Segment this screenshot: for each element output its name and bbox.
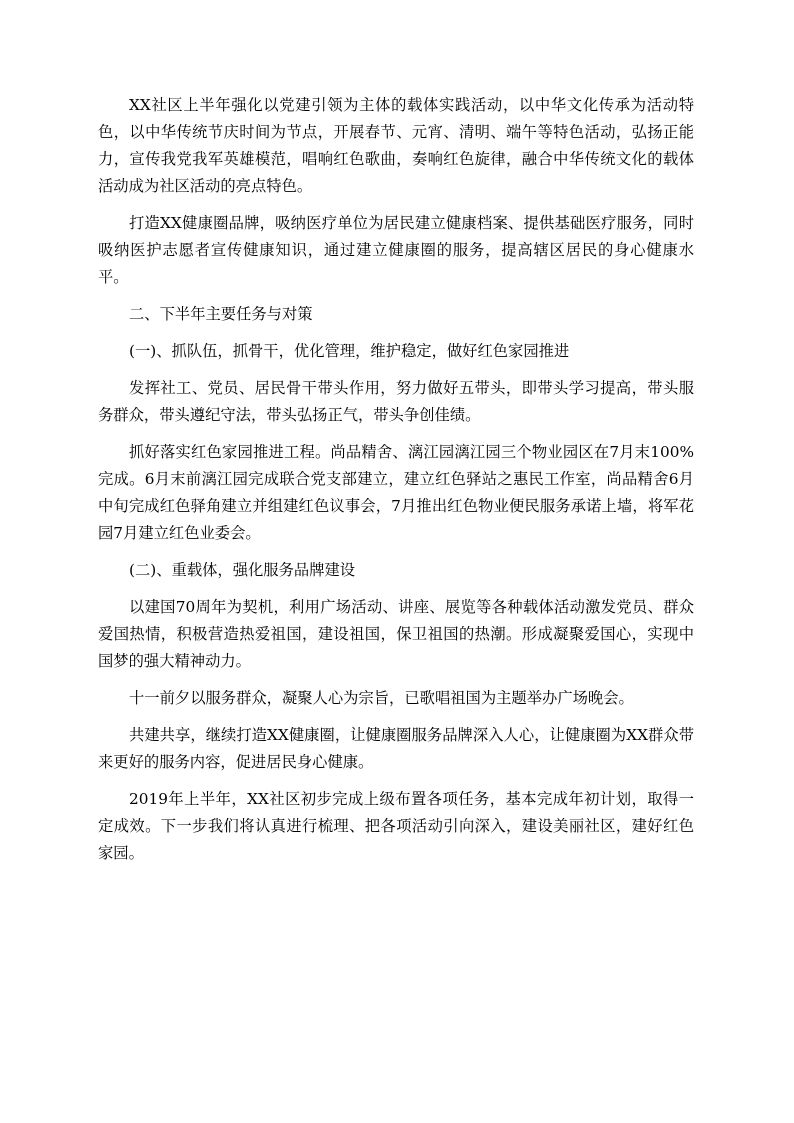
paragraph-activities: XX社区上半年强化以党建引领为主体的载体实践活动，以中华文化传承为活动特色，以中华传统节庆时间为节点，开展春节、元宵、清明、端午等特色活动，弘扬正能力，宣传我党我军英雄模范，唱响红色歌曲，奏响红色旋律，融合中华传统文化的载体活动成为社区活动的亮点特色。 [98, 96, 694, 195]
paragraph-red-home: 抓好落实红色家园推进工程。尚品精舍、漓江园漓江园三个物业园区在7月末100%完成。6月末前漓江园完成联合党支部建立，建立红色驿站之惠民工作室，尚品精舍6月中旬完成红色驿角建立并组建红色议事会，7月推出红色物业便民服务承诺上墙，将军花园7月建立红色业委会。 [98, 443, 694, 542]
paragraph-70th-anniversary: 以建国70周年为契机，利用广场活动、讲座、展览等各种载体活动激发党员、群众爱国热情，积极营造热爱祖国，建设祖国，保卫祖国的热潮。形成凝聚爱国心，实现中国梦的强大精神动力。 [98, 598, 694, 670]
paragraph-health-circle: 打造XX健康圈品牌，吸纳医疗单位为居民建立健康档案、提供基础医疗服务，同时吸纳医护志愿者宣传健康知识，通过建立健康圈的服务，提高辖区居民的身心健康水平。 [98, 214, 694, 286]
document-body [98, 92, 694, 867]
paragraph-summary: 2019年上半年，XX社区初步完成上级布置各项任务，基本完成年初计划，取得一定成效。下一步我们将认真进行梳理、把各项活动引向深入，建设美丽社区，建好红色家园。 [98, 790, 694, 862]
subsection-heading-2: (二)、重载体，强化服务品牌建设 [129, 561, 356, 579]
paragraph-five-leads: 发挥社工、党员、居民骨干带头作用，努力做好五带头，即带头学习提高，带头服务群众，带头遵纪守法，带头弘扬正气，带头争创佳绩。 [98, 379, 694, 424]
section-heading-tasks: 二、下半年主要任务与对策 [129, 305, 313, 323]
subsection-heading-1: (一)、抓队伍，抓骨干，优化管理，维护稳定，做好红色家园推进 [129, 342, 570, 360]
paragraph-national-day: 十一前夕以服务群众，凝聚人心为宗旨，已歌唱祖国为主题举办广场晚会。 [129, 689, 634, 707]
paragraph-co-build: 共建共享，继续打造XX健康圈，让健康圈服务品牌深入人心，让健康圈为XX群众带来更好的服务内容，促进居民身心健康。 [98, 726, 694, 771]
